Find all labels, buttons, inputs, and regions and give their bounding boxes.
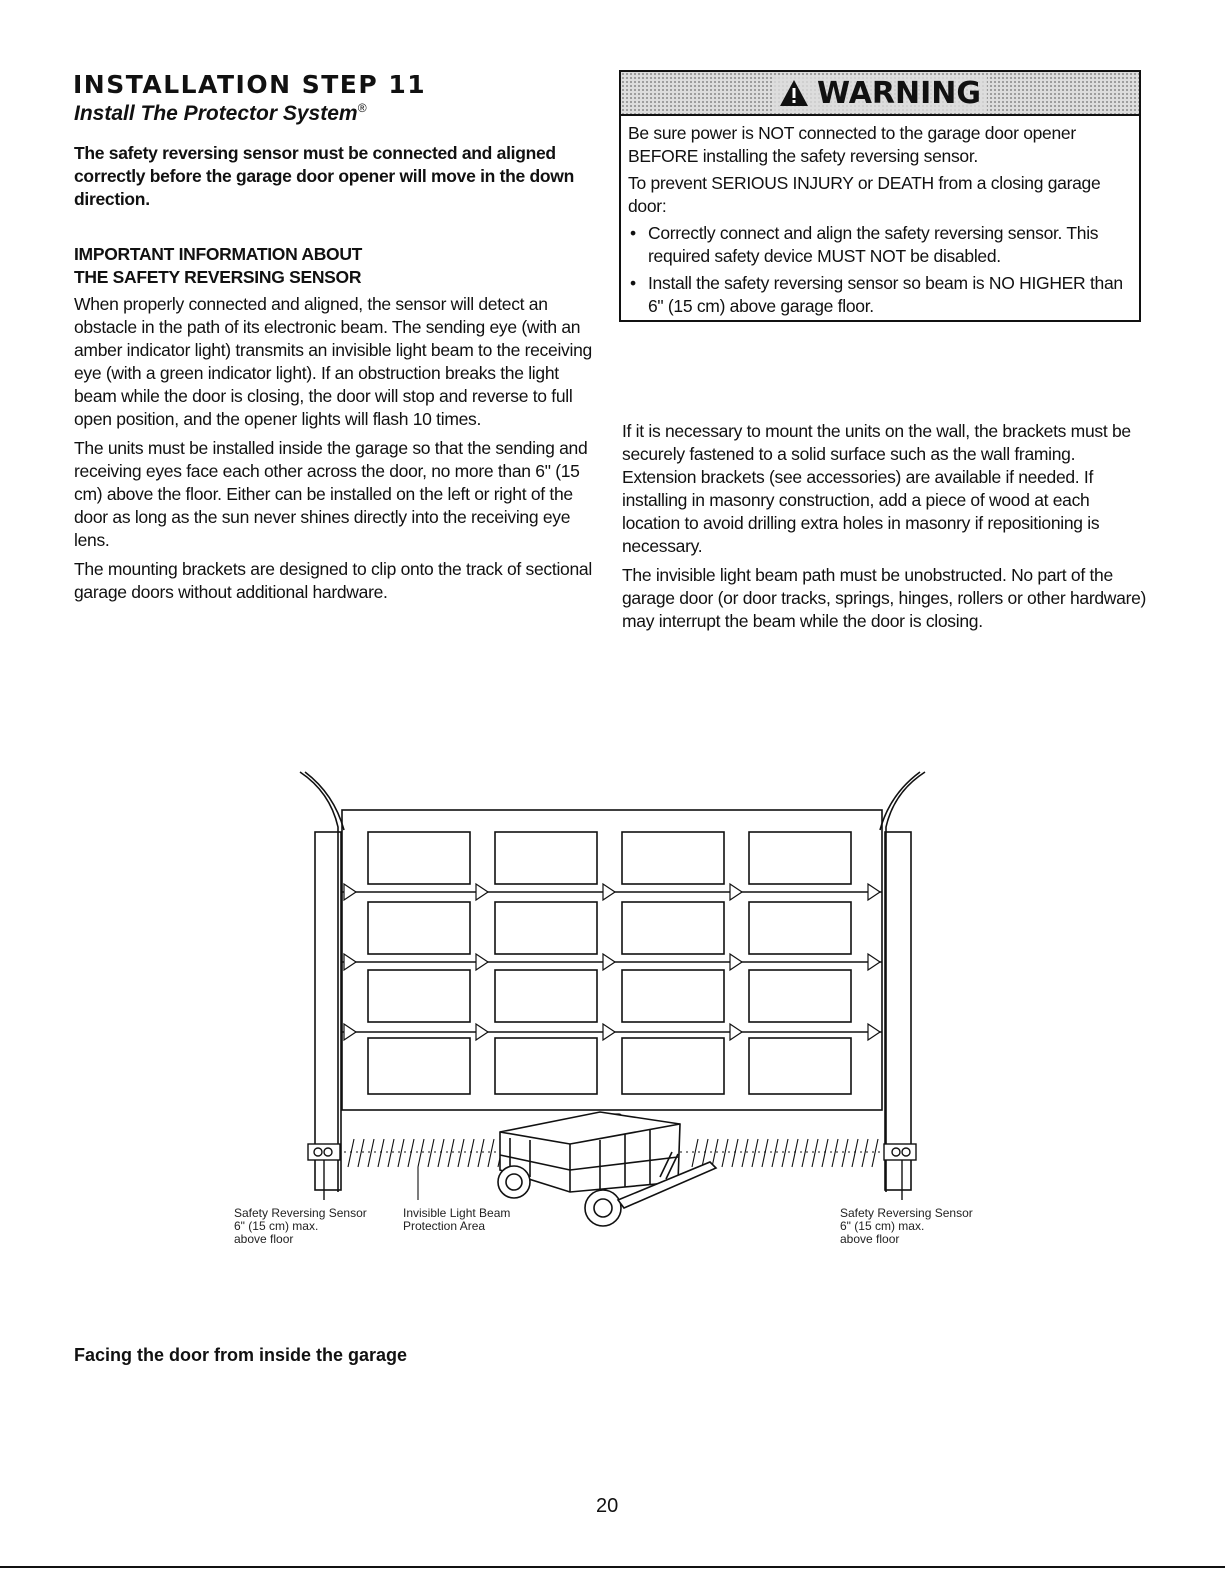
info-heading-line2: THE SAFETY REVERSING SENSOR <box>74 267 362 287</box>
warning-bullet: • Correctly connect and align the safety reversing sensor. This required safety device MUST NOT be disabled. <box>628 222 1131 268</box>
beam-caption-line2: Protection Area <box>403 1219 486 1233</box>
mounting-brackets-text: The mounting brackets are designed to clip onto the track of sectional garage doors without additional hardware. <box>74 559 592 602</box>
warning-triangle-icon <box>779 79 809 107</box>
page-title: INSTALLATION STEP 11 <box>73 70 427 99</box>
wagon-obstruction <box>498 1112 716 1226</box>
right-sensor-caption-line2: 6" (15 cm) max. <box>840 1219 925 1233</box>
page-number: 20 <box>596 1495 619 1517</box>
left-safety-sensor <box>308 1144 340 1200</box>
warning-line-power: Be sure power is NOT connected to the garage door opener BEFORE installing the safety reversing sensor. <box>628 123 1076 166</box>
right-sensor-caption-line1: Safety Reversing Sensor <box>840 1206 973 1220</box>
wall-mounting-text: If it is necessary to mount the units on the wall, the brackets must be securely fastened to a solid surface such as the wall framing. Extension brackets (see accessories) are available if needed. If installing in masonry construction, add a piece of wood at each location to avoid drilling extra holes in masonry if repositioning is necessary. <box>622 421 1131 556</box>
beam-caption-line1: Invisible Light Beam <box>403 1206 511 1220</box>
info-heading-line1: IMPORTANT INFORMATION ABOUT <box>74 244 363 264</box>
registered-mark: ® <box>357 101 367 115</box>
sensor-description: When properly connected and aligned, the sensor will detect an obstacle in the path of its electronic beam. The sending eye (with an amber indicator light) transmits an invisible light beam to the receiving eye (with a green indicator light). If an obstruction breaks the light beam while the door is closing, the door will stop and reverse to full open position, and the opener lights will flash 10 times. <box>74 294 592 429</box>
right-door-jamb <box>885 832 911 1190</box>
left-sensor-caption-line3: above floor <box>234 1232 294 1246</box>
garage-door-illustration <box>234 772 973 1246</box>
right-sensor-caption-line3: above floor <box>840 1232 900 1246</box>
left-door-jamb <box>315 832 341 1190</box>
left-column <box>74 142 604 610</box>
right-column <box>622 420 1147 639</box>
warning-bullet: • Install the safety reversing sensor so beam is NO HIGHER than 6" (15 cm) above garage floor. <box>628 272 1131 318</box>
warning-box <box>619 70 1141 322</box>
warning-line-injury: To prevent SERIOUS INJURY or DEATH from a closing garage door: <box>628 173 1101 216</box>
warning-title <box>773 76 987 111</box>
beam-path-text: The invisible light beam path must be unobstructed. No part of the garage door (or door tracks, springs, hinges, rollers or other hardware) may interrupt the beam while the door is closing. <box>622 565 1147 631</box>
page-subtitle <box>74 101 366 126</box>
intro-text: The safety reversing sensor must be connected and aligned correctly before the garage door opener will move in the down direction. <box>74 143 574 209</box>
warning-bullets <box>628 222 1131 318</box>
figure-caption: Facing the door from inside the garage <box>74 1345 408 1365</box>
subtitle-text: Install The Protector System <box>74 102 358 125</box>
left-sensor-caption-line1: Safety Reversing Sensor <box>234 1206 367 1220</box>
installation-location-text: The units must be installed inside the garage so that the sending and receiving eyes face each other across the door, no more than 6" (15 cm) above the floor. Either can be installed on the left or right of the door as long as the sun never shines directly into the receiving eye lens. <box>74 438 588 550</box>
bottom-rule <box>0 1566 1225 1568</box>
warning-header <box>621 72 1139 116</box>
warning-body <box>621 116 1139 318</box>
left-sensor-caption-line2: 6" (15 cm) max. <box>234 1219 319 1233</box>
warning-title-text: WARNING <box>816 75 982 111</box>
info-heading <box>74 243 604 289</box>
